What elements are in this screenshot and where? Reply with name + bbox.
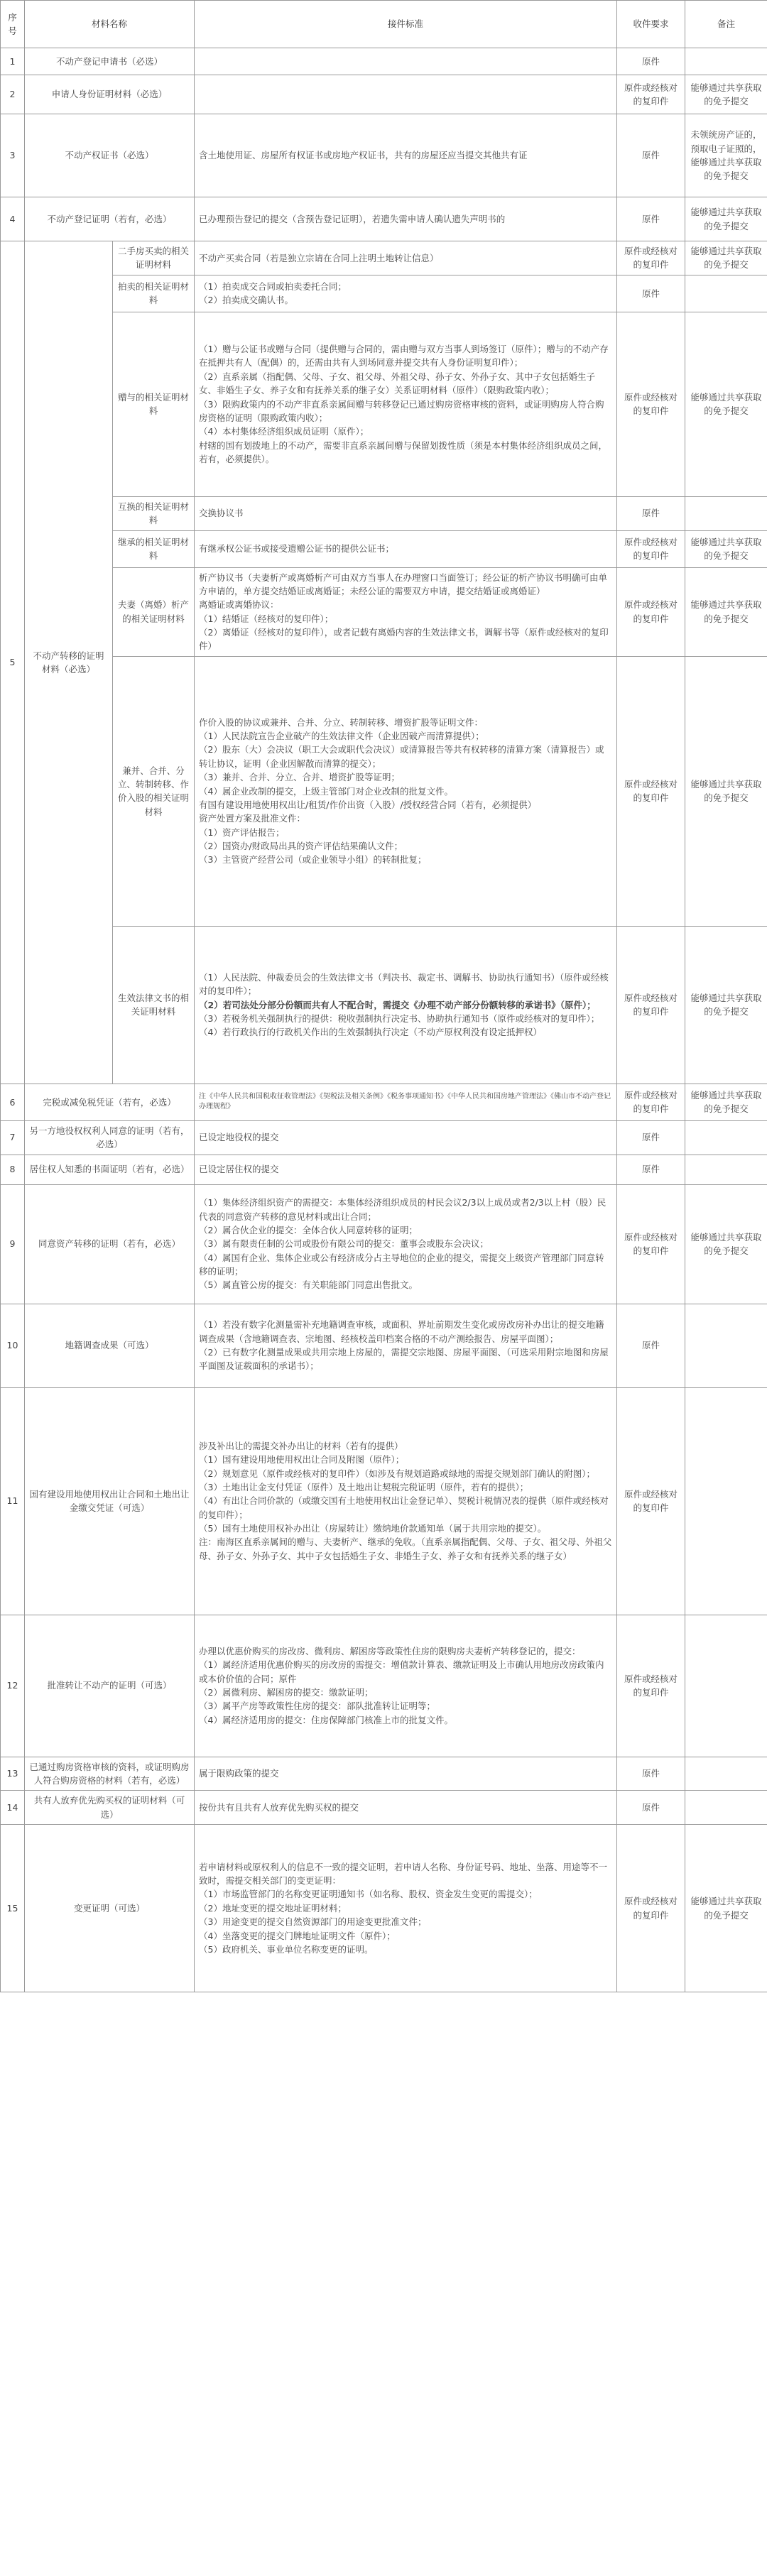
standard-line: （2）地址变更的提交地址证明材料； (199, 1902, 347, 1914)
material-name: 不动产登记申请书（必选） (25, 48, 195, 75)
remark-cell: 能够通过共享获取的免予提交 (685, 1084, 767, 1120)
standard-line: 已设定地役权的提交 (199, 1132, 279, 1143)
remark-cell (685, 48, 767, 75)
remark-cell: 能够通过共享获取的免予提交 (685, 530, 767, 567)
remark-cell (685, 1791, 767, 1825)
material-name: 居住权人知悉的书面证明（若有，必选） (25, 1155, 195, 1184)
standard-line: 涉及补出让的需提交补办出让的材料（若有的提供） (199, 1440, 403, 1451)
requirement-cell: 原件或经核对的复印件 (617, 1084, 685, 1120)
row-number: 9 (1, 1184, 25, 1304)
remark-cell (685, 1120, 767, 1155)
standard-line: （2）国资办/财政局出具的资产评估结果确认文件； (199, 841, 403, 852)
sub-material-name: 兼并、合并、分立、转制转移、作价入股的相关证明材料 (113, 656, 195, 926)
material-name: 不动产登记证明（若有，必选） (25, 197, 195, 241)
standard-line: （2）若司法处分部分份额而共有人不配合时，需提交《办理不动产部分份额转移的承诺书》（原件）； (199, 999, 596, 1010)
standard-line: （2）离婚证（经核对的复印件），或者记载有离婚内容的生效法律文书，调解书等（原件或经核对的复印件） (199, 627, 609, 652)
standard-cell (195, 1084, 617, 1120)
material-name: 批准转让不动产的证明（可选） (25, 1615, 195, 1757)
standard-line: （5）政府机关、事业单位名称变更的证明。 (199, 1943, 374, 1955)
remark-cell: 能够通过共享获取的免予提交 (685, 656, 767, 926)
material-name: 申请人身份证明材料（必选） (25, 75, 195, 114)
standard-line: （1）国有建设用地使用权出让合同及附图（原件）； (199, 1454, 405, 1466)
table-row (1, 1825, 767, 1992)
remark-cell: 能够通过共享获取的免予提交 (685, 312, 767, 496)
remark-cell (685, 1304, 767, 1387)
remark-cell: 能够通过共享获取的免予提交 (685, 197, 767, 241)
standard-line: （3）限购政策内的不动产非直系亲属间赠与转移登记已通过购房资格审核的资料，或证明购房人符合购房资格的证明（限购政策内收）； (199, 398, 604, 423)
standard-cell (195, 1791, 617, 1825)
requirement-cell: 原件或经核对的复印件 (617, 241, 685, 275)
row-number: 4 (1, 197, 25, 241)
table-row (1, 1120, 767, 1155)
standard-line: （3）属平产房等政策性住房的提交：部队批准转让证明等； (199, 1701, 435, 1712)
standard-line: （1）集体经济组织资产的需提交：本集体经济组织成员的村民会议2/3以上成员或者2/3以上村（股）民代表的同意资产转移的意见材料或出让合同； (199, 1197, 606, 1222)
requirement-cell: 原件或经核对的复印件 (617, 530, 685, 567)
standard-line: （1）人民法院、仲裁委员会的生效法律文书（判决书、裁定书、调解书、协助执行通知书）（原件或经核对的复印件）； (199, 971, 609, 997)
sub-material-name: 拍卖的相关证明材料 (113, 275, 195, 312)
table-row (1, 1155, 767, 1184)
standard-cell (195, 1155, 617, 1184)
standard-cell (195, 114, 617, 197)
standard-line: （1）拍卖成交合同或拍卖委托合同； (199, 280, 347, 292)
standard-cell (195, 1757, 617, 1791)
standard-line: （4）属国有企业、集体企业或公有经济成分占主导地位的企业的提交，需提交上级资产管理部门同意转移的证明； (199, 1252, 604, 1277)
row-number: 7 (1, 1120, 25, 1155)
requirement-cell: 原件或经核对的复印件 (617, 1615, 685, 1757)
standard-line: 办理以优惠价购买的房改房、微利房、解困房等政策性住房的限购房夫妻析产转移登记的，提交： (199, 1645, 581, 1657)
standard-line: （2）股东（大）会决议（职工大会或职代会决议）或清算报告等共有权转移的清算方案（清算报告）或转让协议，证明（企业因解散而清算的提交）； (199, 744, 604, 769)
table-row (1, 241, 767, 275)
requirement-cell: 原件或经核对的复印件 (617, 312, 685, 496)
standard-line: 已设定居住权的提交 (199, 1164, 279, 1175)
sub-material-name: 继承的相关证明材料 (113, 530, 195, 567)
remark-cell: 能够通过共享获取的免予提交 (685, 567, 767, 656)
table-row (1, 275, 767, 312)
standard-line: （1）赠与公证书或赠与合同（提供赠与合同的，需由赠与双方当事人到场签订（原件）；赠与的不动产存在抵押共有人（配偶）的，还需由共有人到场同意并提交共有人身份证明复印件）； (199, 344, 609, 369)
material-name: 不动产转移的证明材料（必选） (25, 241, 113, 1084)
table-row (1, 197, 767, 241)
standard-cell (195, 241, 617, 275)
row-number: 3 (1, 114, 25, 197)
table-row (1, 1387, 767, 1615)
row-number: 6 (1, 1084, 25, 1120)
table-row (1, 1791, 767, 1825)
standard-line: （1）市场监管部门的名称变更证明通知书（如名称、股权、资金发生变更的需提交）； (199, 1889, 538, 1900)
row-number: 5 (1, 241, 25, 1084)
material-name: 变更证明（可选） (25, 1825, 195, 1992)
requirement-cell: 原件 (617, 1791, 685, 1825)
standard-cell (195, 275, 617, 312)
standard-line: （3）属有限责任制的公司或股份有限公司的提交：董事会或股东会决议； (199, 1238, 489, 1250)
material-name: 完税或减免税凭证（若有，必选） (25, 1084, 195, 1120)
sub-material-name: 赠与的相关证明材料 (113, 312, 195, 496)
standard-cell (195, 75, 617, 114)
requirement-cell: 原件或经核对的复印件 (617, 567, 685, 656)
standard-line: （4）坐落变更的提交门牌地址证明文件（原件）； (199, 1930, 396, 1941)
standard-cell (195, 1184, 617, 1304)
requirement-cell: 原件 (617, 114, 685, 197)
material-name: 另一方地役权权利人同意的证明（若有，必选） (25, 1120, 195, 1155)
sub-material-name: 互换的相关证明材料 (113, 496, 195, 530)
material-name: 共有人放弃优先购买权的证明材料（可选） (25, 1791, 195, 1825)
standard-line: （5）国有土地使用权补办出让（房屋转让）缴纳地价款通知单（属于共用宗地的提交）。 (199, 1523, 547, 1534)
table-row (1, 1757, 767, 1791)
standard-line: （1）结婚证（经核对的复印件）； (199, 613, 334, 624)
table-row (1, 312, 767, 496)
material-name: 已通过购房资格审核的资料，或证明购房人符合购房资格的材料（若有，必选） (25, 1757, 195, 1791)
header-requirement: 收件要求 (617, 1, 685, 48)
standard-line: （1）人民法院宣告企业破产的生效法律文件（企业因破产而清算提供）； (199, 731, 484, 742)
standard-line: （2）规划意见（原件或经核对的复印件）（如涉及有规划道路或绿地的需提交规划部门确认的附图）； (199, 1468, 595, 1479)
standard-line: （2）直系亲属（指配偶、父母、子女、祖父母、外祖父母、孙子女、外孙子女、其中子女包括婚生子女、非婚生子女、养子女和有抚养关系的继子女）关系证明材料（原件）（限购政策内收）； (199, 371, 595, 396)
standard-line: （1）若没有数字化测量需补充地籍调查审核，或面积、界址前期发生变化或房改房补办出让的提交地籍调查成果（含地籍调查表、宗地图、经核校盖印档案合格的不动产测绘报告、房屋平面图）； (199, 1319, 604, 1344)
standard-line: （3）若税务机关强制执行的提供：税收强制执行决定书、协助执行通知书（原件或经核对的复印件）； (199, 1013, 600, 1024)
standard-line: 交换协议书 (199, 508, 244, 519)
standard-line: （4）属经济适用房的提交：住房保障部门核准上市的批复文件。 (199, 1714, 453, 1725)
requirement-cell: 原件 (617, 1155, 685, 1184)
standard-line: （3）用途变更的提交自然资源部门的用途变更批准文件； (199, 1916, 427, 1928)
standard-line: （3）兼并、合并、分立、合并、增资扩股等证明； (199, 772, 400, 783)
standard-line: 离婚证或离婚协议： (199, 599, 279, 611)
sub-material-name: 生效法律文书的相关证明材料 (113, 926, 195, 1084)
table-row (1, 1084, 767, 1120)
standard-line: 按份共有且共有人放弃优先购买权的提交 (199, 1801, 359, 1813)
sub-material-name: 夫妻（离婚）析产的相关证明材料 (113, 567, 195, 656)
remark-cell (685, 496, 767, 530)
table-row (1, 114, 767, 197)
standard-line: 作价入股的协议或兼并、合并、分立、转制转移、增资扩股等证明文件： (199, 716, 484, 728)
table-row (1, 1184, 767, 1304)
remark-cell (685, 1387, 767, 1615)
requirement-cell: 原件或经核对的复印件 (617, 1387, 685, 1615)
standard-cell (195, 197, 617, 241)
standard-line: （2）属微利房、解困房的提交：缴款证明； (199, 1687, 374, 1698)
requirement-cell: 原件 (617, 48, 685, 75)
table-row (1, 496, 767, 530)
remark-cell (685, 275, 767, 312)
remark-cell (685, 1155, 767, 1184)
standard-line: （4）有出让合同价款的（或缴交国有土地使用权出让金登记单）、契税计税情况表的提供（原件或经核对的复印件）； (199, 1495, 609, 1520)
standard-cell (195, 567, 617, 656)
standard-line: （3）土地出让金支付凭证（原件）及土地出让契税完税证明（原件，若有的提供）； (199, 1481, 529, 1492)
header-no: 序号 (1, 1, 25, 48)
material-name: 同意资产转移的证明（若有，必选） (25, 1184, 195, 1304)
standard-line: （2）拍卖成交确认书。 (199, 295, 293, 306)
requirement-cell: 原件 (617, 1757, 685, 1791)
standard-cell (195, 1120, 617, 1155)
standard-cell (195, 312, 617, 496)
standard-cell (195, 1387, 617, 1615)
standard-cell (195, 496, 617, 530)
row-number: 14 (1, 1791, 25, 1825)
standard-cell (195, 1825, 617, 1992)
standard-cell (195, 656, 617, 926)
requirement-cell: 原件 (617, 496, 685, 530)
standard-line: 含土地使用证、房屋所有权证书或房地产权证书，共有的房屋还应当提交其他共有证 (199, 150, 528, 161)
row-number: 11 (1, 1387, 25, 1615)
standard-line: 注：南海区直系亲属间的赠与、夫妻析产、继承的免收。（直系亲属指配偶、父母、子女、祖父母、外祖父母、孙子女、外孙子女、其中子女包括婚生子女、非婚生子女、养子女和有抚养关系的继子女） (199, 1537, 612, 1561)
table-row (1, 656, 767, 926)
requirement-cell: 原件 (617, 275, 685, 312)
remark-cell: 能够通过共享获取的免予提交 (685, 1825, 767, 1992)
header-standard: 接件标准 (195, 1, 617, 48)
standard-line: 已办理预告登记的提交（含预告登记证明），若遗失需申请人确认遗失声明书的 (199, 213, 506, 224)
table-row (1, 75, 767, 114)
standard-cell (195, 926, 617, 1084)
standard-line: （1）属经济适用优惠价购买的房改房的需提交：增值款计算表、缴款证明及上市确认用地房改房政策内或本价价值的合同；原件 (199, 1659, 604, 1684)
table-row (1, 1304, 767, 1387)
standard-line: 不动产买卖合同（若是独立宗请在合同上注明土地转让信息） (199, 252, 439, 263)
standard-cell (195, 48, 617, 75)
standard-cell (195, 530, 617, 567)
table-row (1, 567, 767, 656)
table-header-row (1, 1, 767, 48)
row-number: 8 (1, 1155, 25, 1184)
requirement-cell: 原件或经核对的复印件 (617, 656, 685, 926)
row-number: 1 (1, 48, 25, 75)
standard-line: 有国有建设用地使用权出让/租赁/作价出资（入股）/授权经营合同（若有，必须提供） (199, 799, 537, 810)
row-number: 10 (1, 1304, 25, 1387)
table-row (1, 1615, 767, 1757)
standard-line: 资产处置方案及批准文件： (199, 813, 306, 824)
table-row (1, 530, 767, 567)
requirement-cell: 原件或经核对的复印件 (617, 926, 685, 1084)
requirement-cell: 原件或经核对的复印件 (617, 1825, 685, 1992)
material-name: 不动产权证书（必选） (25, 114, 195, 197)
row-number: 15 (1, 1825, 25, 1992)
sub-material-name: 二手房买卖的相关证明材料 (113, 241, 195, 275)
remark-cell: 能够通过共享获取的免予提交 (685, 926, 767, 1084)
requirement-cell: 原件或经核对的复印件 (617, 75, 685, 114)
standard-line: （2）属合伙企业的提交：全体合伙人同意转移的证明； (199, 1224, 418, 1235)
requirement-cell: 原件或经核对的复印件 (617, 1184, 685, 1304)
header-remark: 备注 (685, 1, 767, 48)
standard-line: （1）资产评估报告； (199, 826, 285, 838)
remark-cell (685, 1757, 767, 1791)
standard-line: （3）主管资产经营公司（或企业领导小组）的转制批复； (199, 854, 427, 866)
requirement-cell: 原件 (617, 197, 685, 241)
standard-line: （4）属企业改制的提交，上级主管部门对企业改制的批复文件。 (199, 785, 453, 797)
remark-cell: 未领统房产证的，预取电子证照的，能够通过共享获取的免予提交 (685, 114, 767, 197)
remark-cell: 能够通过共享获取的免予提交 (685, 1184, 767, 1304)
material-name: 国有建设用地使用权出让合同和土地出让金缴交凭证（可选） (25, 1387, 195, 1615)
row-number: 13 (1, 1757, 25, 1791)
standard-line: （4）本村集体经济组织成员证明（原件）； (199, 426, 369, 437)
remark-cell: 能够通过共享获取的免予提交 (685, 75, 767, 114)
table-row (1, 48, 767, 75)
standard-line: （2）已有数字化测量成果或共用宗地上房屋的，需提交宗地图、房屋平面图、（可选采用附宗地图和房屋平面图及证载面积的承诺书）； (199, 1347, 609, 1372)
header-material-name: 材料名称 (25, 1, 195, 48)
standard-line: 村辖的国有划拨地上的不动产，需要非直系亲属间赠与保留划拨性质（须是本村集体经济组织成员之间，若有，必须提供）。 (199, 440, 608, 465)
remark-cell: 能够通过共享获取的免予提交 (685, 241, 767, 275)
row-number: 12 (1, 1615, 25, 1757)
standard-line: （5）属直管公房的提交：有关职能部门同意出售批文。 (199, 1279, 418, 1291)
standard-cell (195, 1304, 617, 1387)
requirement-cell: 原件 (617, 1304, 685, 1387)
remark-cell (685, 1615, 767, 1757)
standard-cell (195, 1615, 617, 1757)
requirement-cell: 原件 (617, 1120, 685, 1155)
standard-line: 注《中华人民共和国税收征收管理法》《契税法及相关条例》《税务事项通知书》《中华人民共和国房地产管理法》《佛山市不动产登记办理规程》 (199, 1093, 611, 1111)
material-name: 地籍调查成果（可选） (25, 1304, 195, 1387)
table-row (1, 926, 767, 1084)
standard-line: （4）若行政执行的行政机关作出的生效强制执行决定（不动产原权利没有设定抵押权） (199, 1027, 542, 1038)
row-number: 2 (1, 75, 25, 114)
standard-line: 若申请材料或原权利人的信息不一致的提交证明，若申请人名称、身份证号码、地址、坐落、用途等不一致时，需提交相关部门的变更证明： (199, 1861, 608, 1887)
standard-line: 析产协议书（夫妻析产或离婚析产可由双方当事人在办理窗口当面签订；经公证的析产协议书明确可由单方申请的，单方提交结婚证或离婚证；未经公证的需要双方申请，提交结婚证或离婚证） (199, 572, 608, 596)
standard-line: 属于限购政策的提交 (199, 1768, 279, 1779)
standard-line: 有继承权公证书或接受遗赠公证书的提供公证书； (199, 543, 395, 555)
